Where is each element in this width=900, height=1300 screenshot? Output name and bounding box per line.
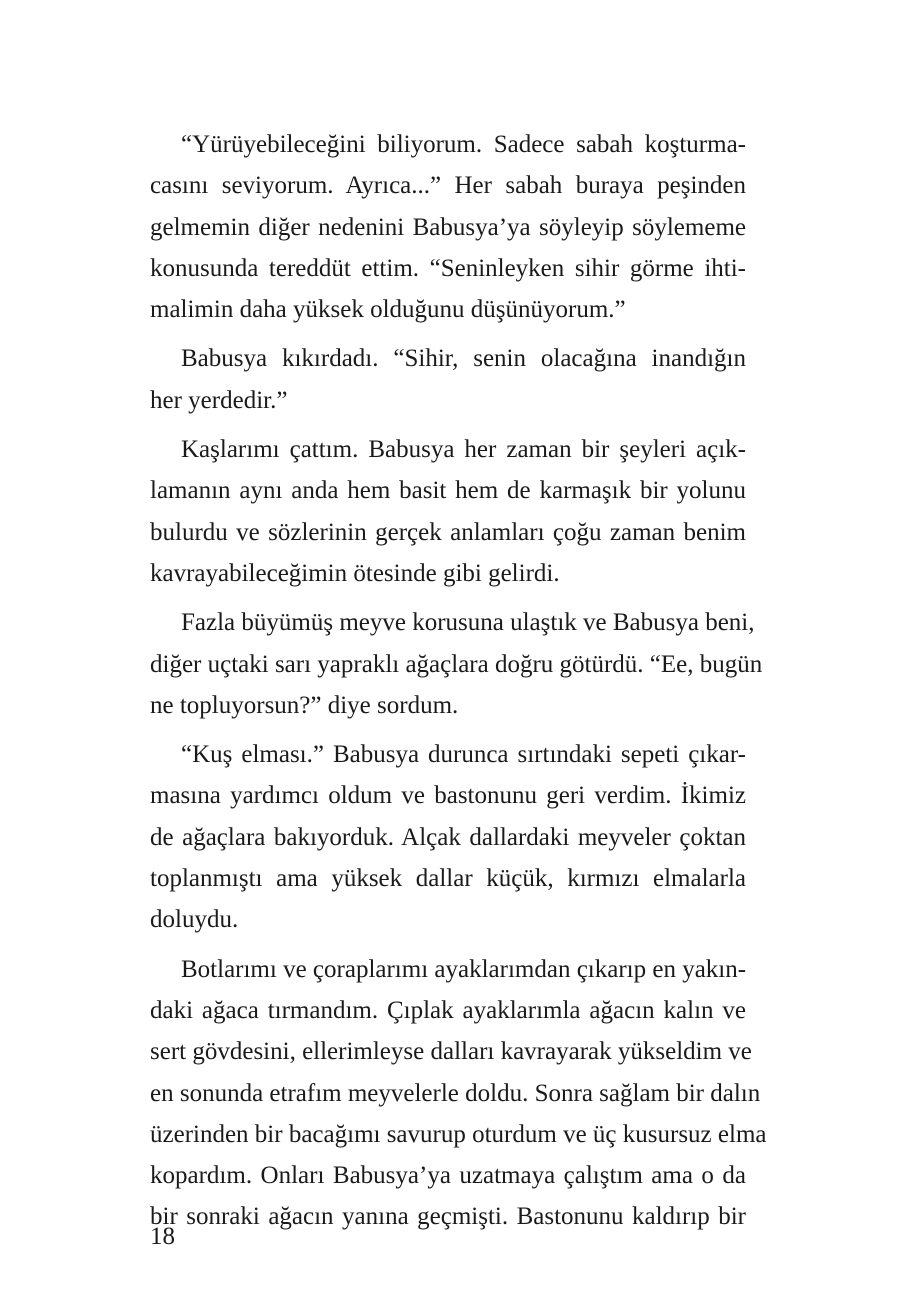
body-text [150,124,767,1238]
text-line: gelmemin diğer nedenini Babusya’ya söyleyip söylememe [150,213,746,241]
paragraph [150,734,746,940]
text-line: casını seviyorum. Ayrıca...” Her sabah buraya peşinden [150,172,746,200]
text-line: sert gövdesini, ellerimleyse dalları kavrayarak yükseldim ve [150,1038,752,1066]
text-line: “Kuş elması.” Babusya durunca sırtındaki sepeti çıkar- [181,741,746,769]
text-line: de ağaçlara bakıyorduk. Alçak dallardaki meyveler çoktan [150,823,746,851]
paragraph [150,602,763,726]
text-line: Botlarımı ve çoraplarımı ayaklarımdan çıkarıp en yakın- [181,955,747,983]
text-line: Fazla büyümüş meyve korusuna ulaştık ve Babusya beni, [181,609,755,637]
paragraph-gap [150,421,746,429]
text-line: lamanın aynı anda hem basit hem de karmaşık bir yolunu [150,477,746,505]
text-line: en sonunda etrafım meyvelerle doldu. Sonra sağlam bir dalın [150,1079,761,1107]
text-line: toplanmıştı ama yüksek dallar küçük, kırmızı elmalarla [150,865,746,893]
paragraph-gap [150,330,746,338]
text-line: daki ağaca tırmandım. Çıplak ayaklarımla ağacın kalın ve [150,996,746,1024]
text-line: “Yürüyebileceğini biliyorum. Sadece sabah koşturma- [181,131,746,158]
text-line: masına yardımcı oldum ve bastonunu geri verdim. İkimiz [150,782,746,810]
text-line: konusunda tereddüt ettim. “Seninleyken sihir görme ihti- [150,254,746,282]
paragraph [150,429,746,594]
paragraph [150,338,746,421]
page-number: 18 [150,1223,175,1250]
text-line: üzerinden bir bacağımı savurup oturdum ve üç kusursuz elma [150,1120,767,1148]
text-line: her yerdedir.” [150,386,288,414]
paragraph [150,124,746,330]
text-line: doluydu. [150,906,239,934]
text-line: ne topluyorsun?” diye sordum. [150,691,459,719]
text-line: bir sonraki ağacın yanına geçmişti. Bastonunu kaldırıp bir [150,1203,746,1231]
text-line: Kaşlarımı çattım. Babusya her zaman bir şeyleri açık- [181,436,746,464]
paragraph-gap [150,594,746,602]
text-line: diğer uçtaki sarı yapraklı ağaçlara doğru götürdü. “Ee, bugün [150,650,763,678]
paragraph [150,949,767,1238]
paragraph-gap [150,941,746,949]
paragraph-gap [150,726,746,734]
text-line: kavrayabileceğimin ötesinde gibi gelirdi. [150,559,560,587]
text-line: kopardım. Onları Babusya’ya uzatmaya çalıştım ama o da [150,1162,746,1190]
text-line: bulurdu ve sözlerinin gerçek anlamları çoğu zaman benim [150,518,746,546]
text-line: Babusya kıkırdadı. “Sihir, senin olacağına inandığın [181,345,746,373]
text-line: malimin daha yüksek olduğunu düşünüyorum.” [150,296,626,324]
